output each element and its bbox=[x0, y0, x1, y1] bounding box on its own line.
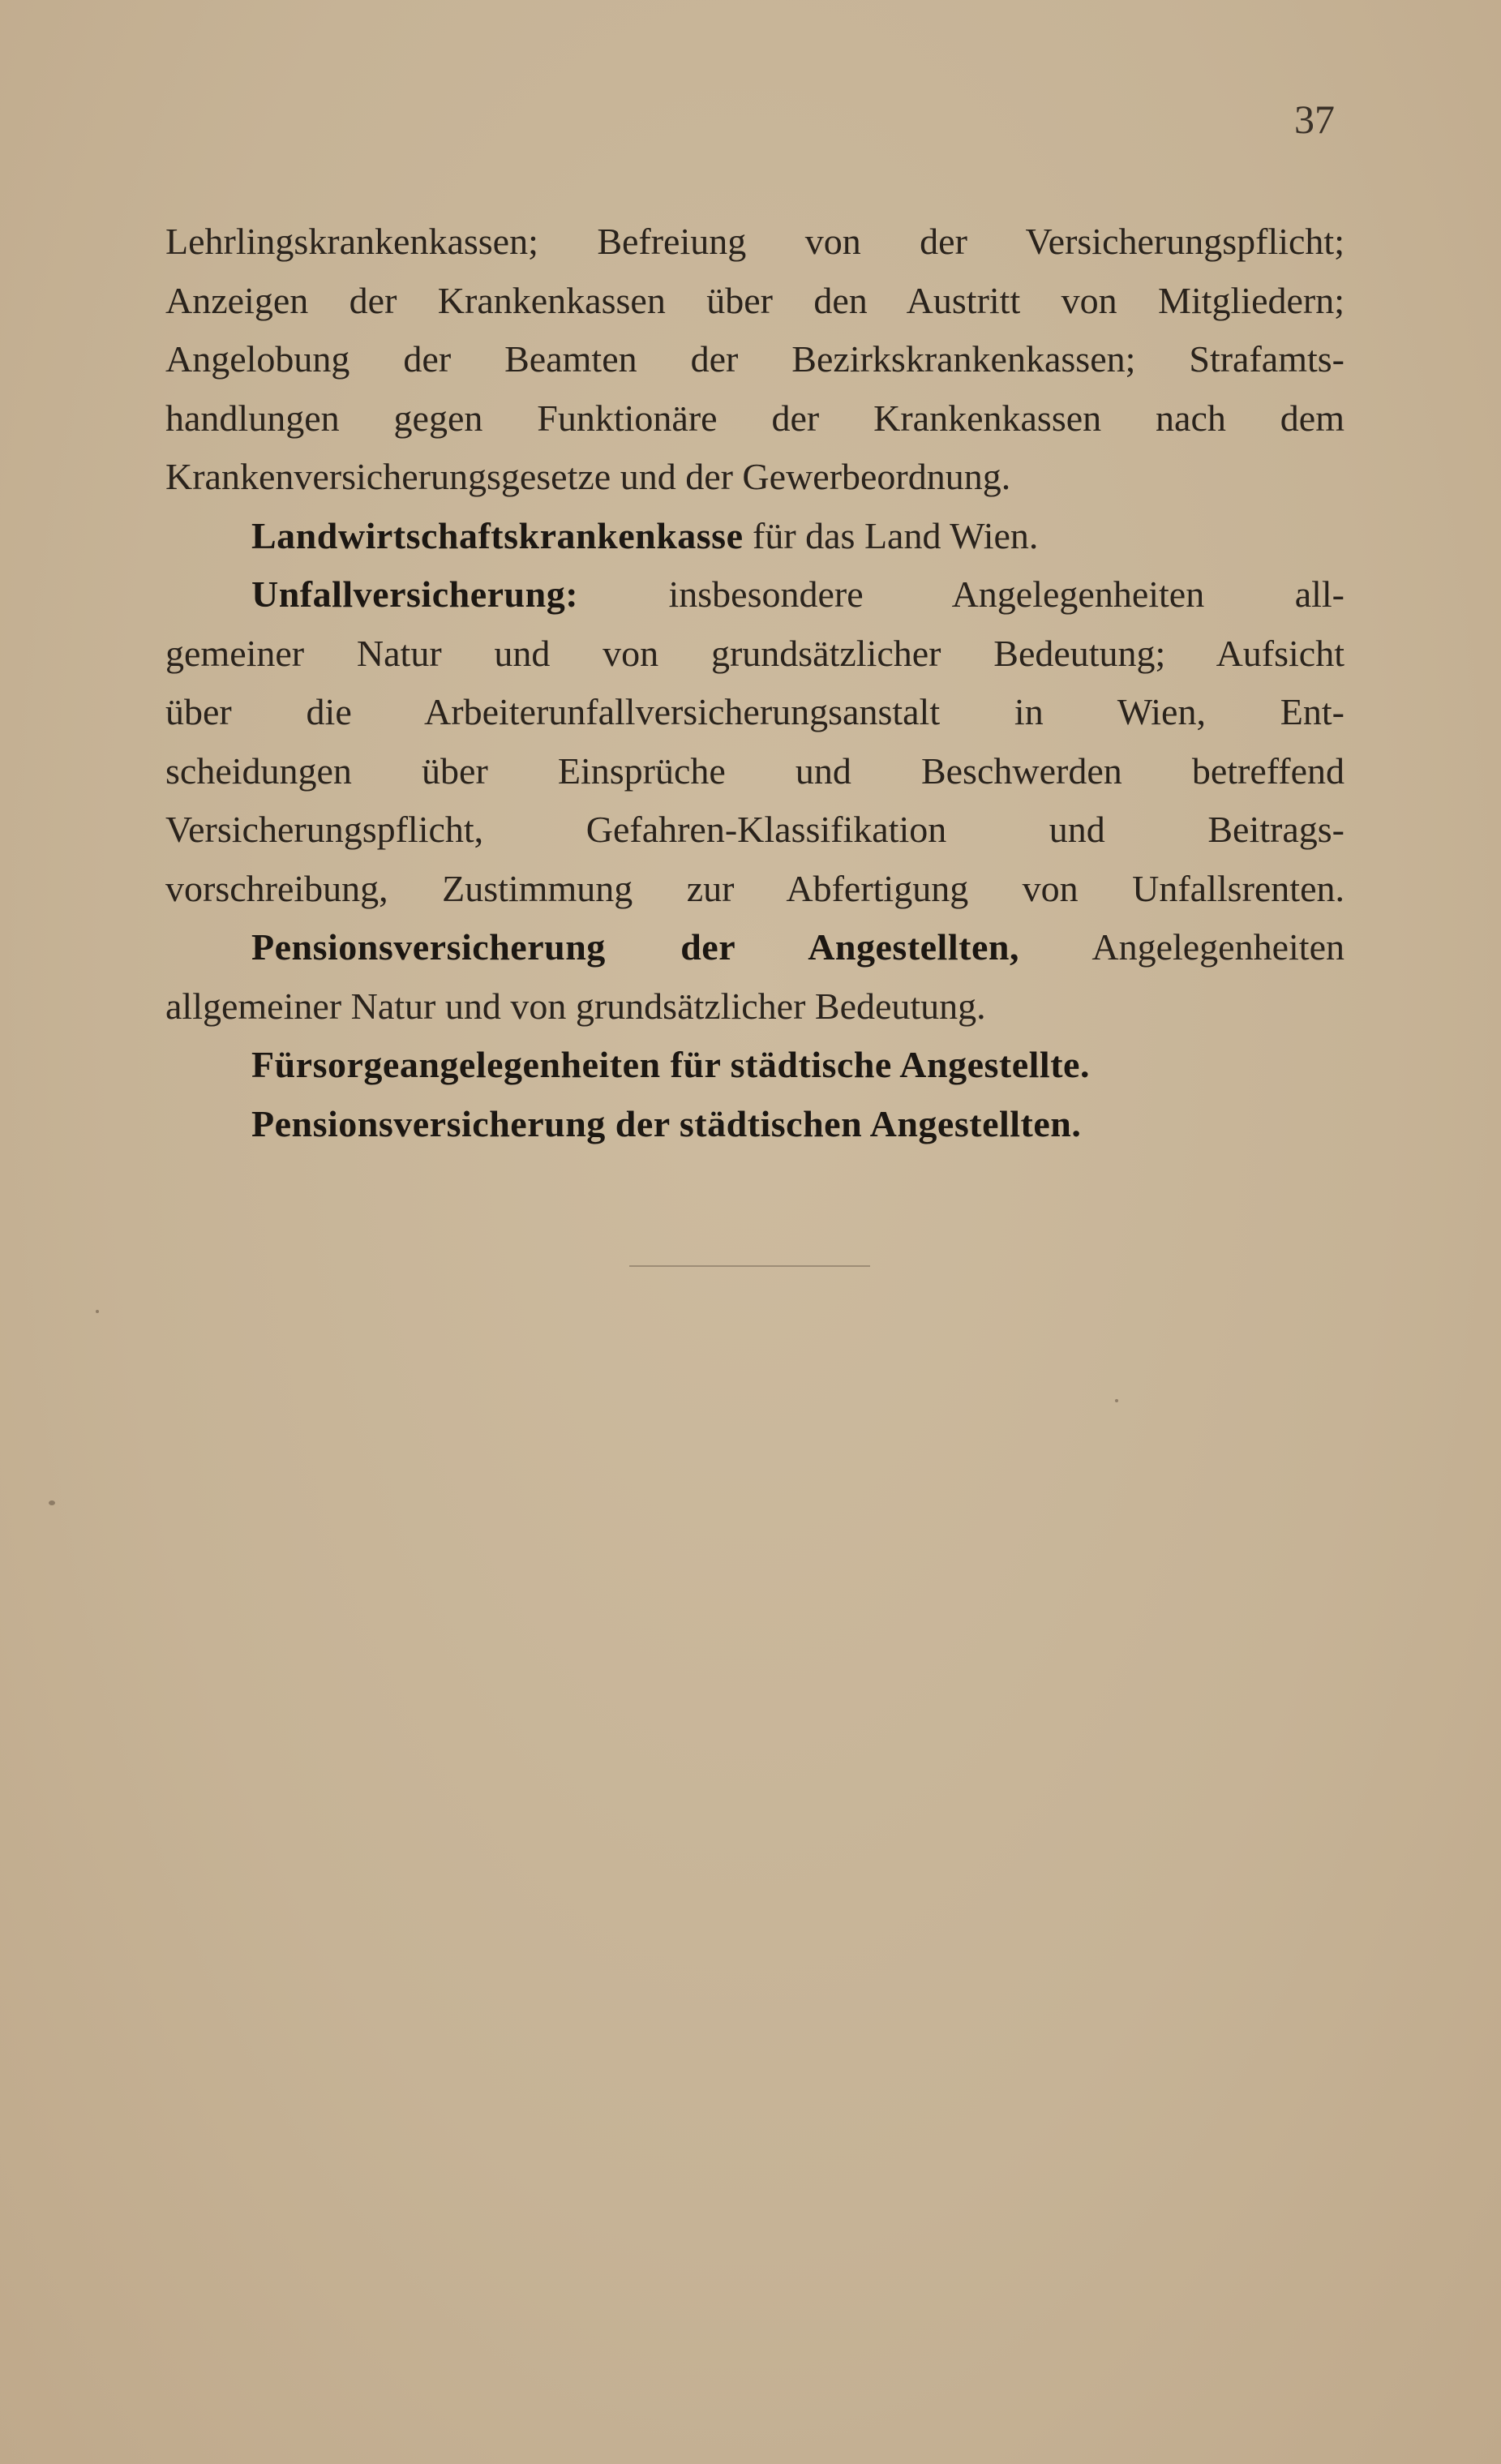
section-divider bbox=[629, 1265, 870, 1267]
line-text: Angelegenheiten bbox=[1019, 926, 1344, 968]
text-line bbox=[165, 977, 1344, 1037]
text-line bbox=[165, 801, 1344, 860]
heading-term: Pensionsversicherung der städtischen Angestellten. bbox=[251, 1102, 1082, 1144]
text-line bbox=[165, 507, 1344, 566]
line-text: Krankenversicherungsgesetze und der Gewerbeordnung. bbox=[165, 456, 1011, 497]
heading-term: Pensionsversicherung der Angestellten, bbox=[251, 926, 1019, 968]
line-text: über die Arbeiterunfallversicherungsanstalt in Wien, Ent- bbox=[165, 691, 1344, 732]
heading-term: Landwirtschaftskrankenkasse bbox=[251, 514, 744, 556]
paper-speck bbox=[49, 1500, 55, 1505]
text-line bbox=[165, 860, 1344, 919]
paper-speck bbox=[1115, 1399, 1118, 1402]
line-text: handlungen gegen Funktionäre der Krankenkassen nach dem bbox=[165, 397, 1344, 439]
text-line bbox=[165, 272, 1344, 331]
line-text: allgemeiner Natur und von grundsätzlicher Bedeutung. bbox=[165, 985, 986, 1027]
text-line bbox=[165, 389, 1344, 449]
page-number: 37 bbox=[1294, 97, 1335, 142]
body-text bbox=[165, 212, 1344, 1153]
text-line bbox=[165, 448, 1344, 507]
text-line bbox=[165, 918, 1344, 977]
text-line bbox=[165, 742, 1344, 801]
line-text: insbesondere Angelegenheiten all- bbox=[578, 573, 1344, 615]
line-text: Anzeigen der Krankenkassen über den Austritt von Mitgliedern; bbox=[165, 279, 1344, 321]
line-text: Lehrlingskrankenkassen; Befreiung von der Versicherungspflicht; bbox=[165, 221, 1344, 262]
line-text: Angelobung der Beamten der Bezirkskrankenkassen; Strafamts- bbox=[165, 338, 1344, 380]
text-line bbox=[165, 330, 1344, 389]
text-line bbox=[165, 565, 1344, 625]
line-text: scheidungen über Einsprüche und Beschwerden betreffend bbox=[165, 749, 1344, 792]
text-line bbox=[165, 1095, 1344, 1154]
text-line bbox=[165, 683, 1344, 742]
line-text: für das Land Wien. bbox=[743, 514, 1039, 556]
line-text: vorschreibung, Zustimmung zur Abfertigung von Unfallsrenten. bbox=[165, 867, 1344, 909]
line-text: gemeiner Natur und von grundsätzlicher Bedeutung; Aufsicht bbox=[165, 632, 1344, 674]
heading-term: Unfallversicherung: bbox=[251, 573, 579, 615]
heading-term: Fürsorgeangelegenheiten für städtische Angestellte. bbox=[251, 1044, 1090, 1085]
text-line bbox=[165, 1036, 1344, 1095]
paper-speck bbox=[96, 1310, 99, 1313]
text-line bbox=[165, 625, 1344, 684]
text-line bbox=[165, 212, 1344, 272]
line-text: Versicherungspflicht, Gefahren-Klassifikation und Beitrags- bbox=[165, 809, 1344, 850]
